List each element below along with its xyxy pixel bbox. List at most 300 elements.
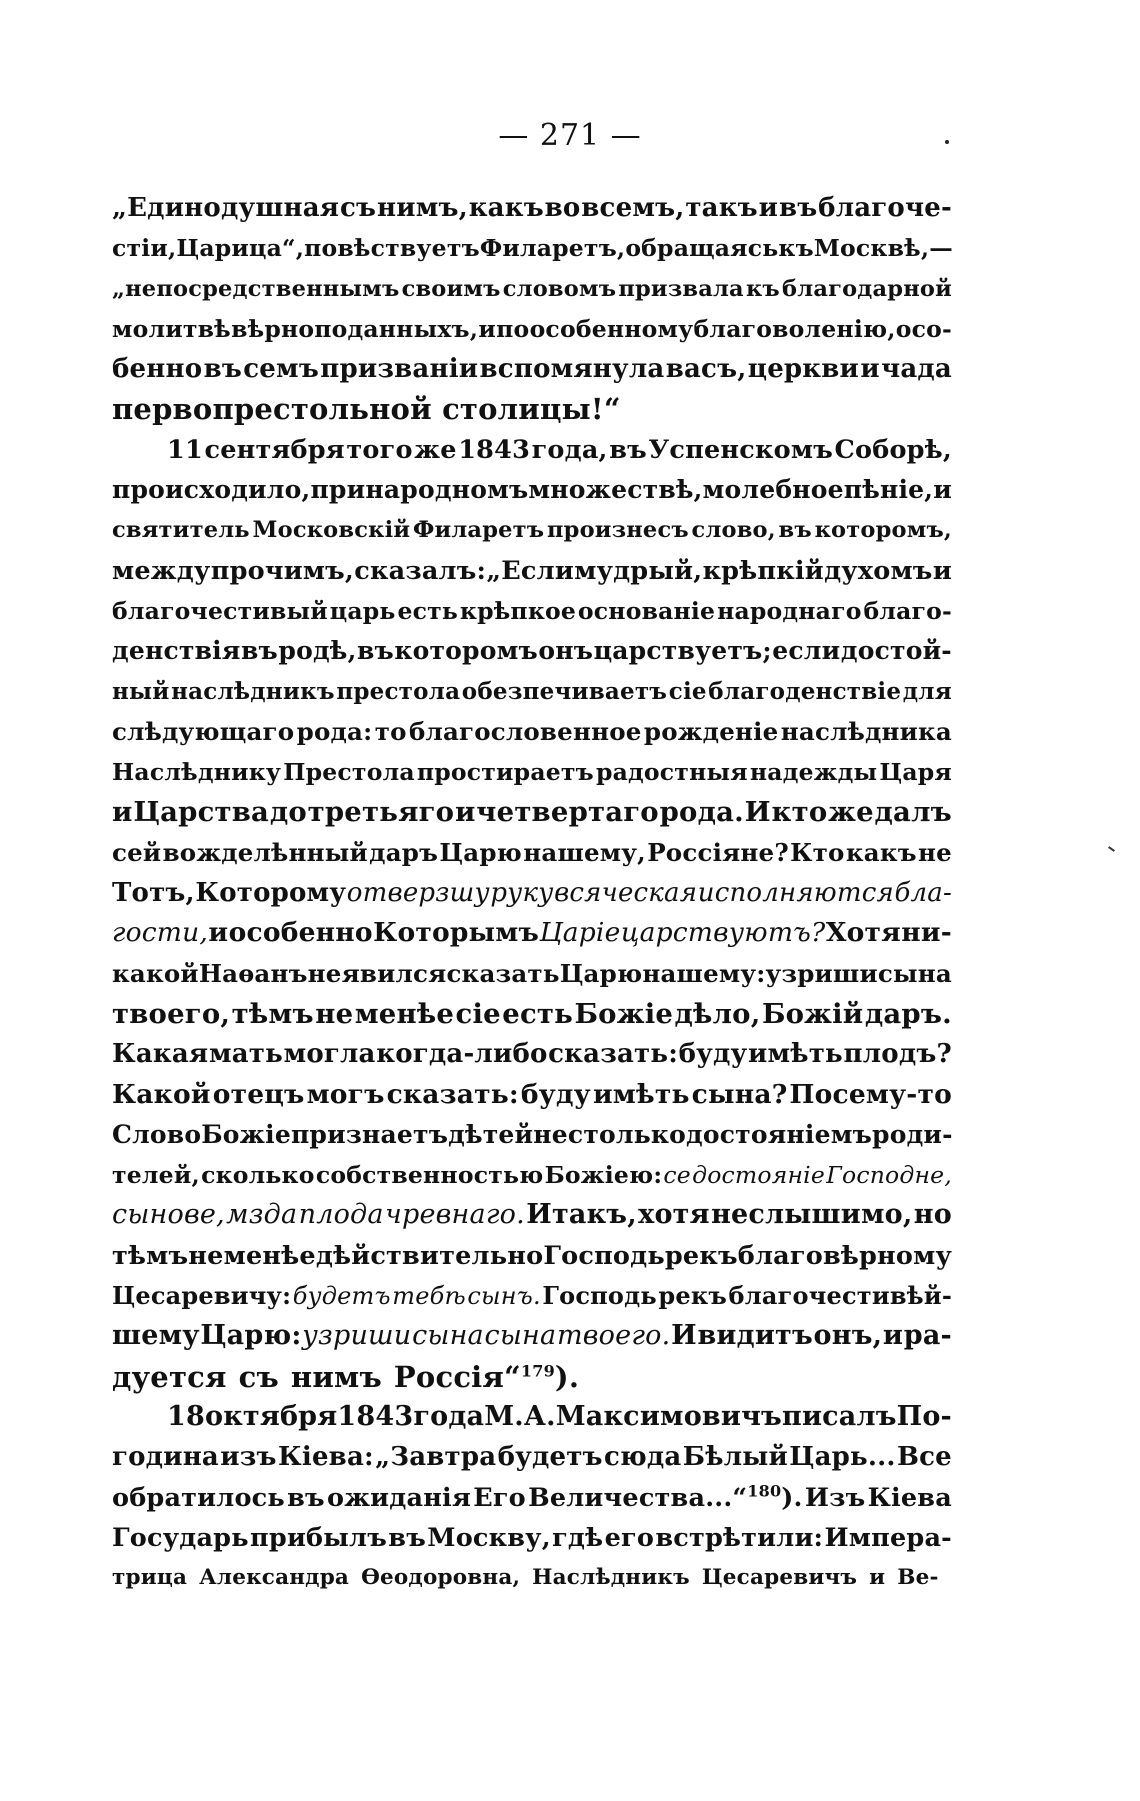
- text-line: [112, 792, 952, 832]
- word: словомъ: [502, 275, 617, 302]
- word: дуется: [112, 1359, 227, 1394]
- word: въ: [240, 636, 278, 666]
- italic-word: се: [663, 1161, 691, 1190]
- word: и: [208, 917, 229, 949]
- word: мудрый,: [574, 555, 703, 586]
- word: сказать:: [548, 1039, 679, 1070]
- word: множествѣ,: [528, 475, 703, 505]
- word: же: [414, 434, 457, 465]
- word: и: [112, 796, 133, 829]
- word: происходило,: [112, 475, 311, 505]
- word: года: [413, 1400, 485, 1432]
- word: Царю: [559, 958, 643, 988]
- word: мать: [208, 1039, 283, 1070]
- word: того: [346, 434, 413, 465]
- word: основаніе: [577, 596, 716, 625]
- word: сколько: [201, 1161, 315, 1190]
- word: дѣтей: [448, 1119, 534, 1149]
- word: Цесаревичъ: [701, 1565, 858, 1591]
- word: нимъ: [290, 1359, 382, 1394]
- word: съ: [339, 193, 377, 223]
- word: достояніемъ: [686, 1119, 873, 1149]
- word: прочимъ,: [210, 555, 355, 586]
- word: слово,: [691, 517, 776, 544]
- word: въ: [356, 636, 394, 666]
- italic-word: гости,: [112, 917, 209, 949]
- italic-word: твоего.: [556, 1320, 671, 1352]
- word: обезпечиваетъ: [461, 677, 668, 705]
- word: Царства: [133, 796, 270, 829]
- word: кто: [771, 796, 828, 829]
- italic-word: исполняются: [697, 878, 894, 909]
- word: Тотъ,: [112, 878, 195, 909]
- word: рожденіе: [643, 716, 779, 746]
- word: менѣе: [223, 1240, 316, 1271]
- word: Царю:: [200, 1320, 302, 1352]
- word: Царица“,: [176, 234, 305, 263]
- page-number: — 271 —: [498, 118, 642, 153]
- word: святитель: [112, 517, 250, 544]
- word: наслѣдникъ: [171, 677, 335, 705]
- word: даръ: [369, 837, 439, 867]
- text-line: [112, 389, 952, 429]
- word: сентября: [204, 434, 345, 465]
- word: онъ,: [813, 1320, 883, 1352]
- word: По-: [896, 1400, 952, 1432]
- word: вожделѣнный: [162, 837, 368, 867]
- word: и: [932, 555, 952, 586]
- text-line: [112, 1236, 952, 1276]
- word: Которымъ: [373, 917, 540, 949]
- word: то: [374, 716, 407, 746]
- word: обратилось: [112, 1482, 285, 1513]
- text-line: [112, 591, 952, 631]
- word: царь: [329, 596, 396, 625]
- word: Божій: [761, 997, 864, 1030]
- word: Величества...“$^{180}$).: [528, 1481, 803, 1513]
- word: благочестивый: [112, 596, 328, 625]
- word: имѣть: [748, 1039, 843, 1070]
- word: Слово: [112, 1119, 202, 1149]
- word: менѣе: [354, 997, 455, 1030]
- scan-mark: [1108, 846, 1115, 852]
- paragraph: [112, 430, 952, 1397]
- italic-word: отверзшу: [346, 878, 490, 909]
- word: Престола: [283, 758, 415, 787]
- text-line: [112, 631, 952, 671]
- word: трица: [112, 1565, 188, 1591]
- word: которомъ,: [814, 517, 952, 544]
- word: первопрестольной столицы!“: [112, 392, 621, 427]
- text-line: [112, 1155, 952, 1195]
- footnote-ref: 179: [520, 1360, 555, 1380]
- word: писалъ: [781, 1400, 897, 1432]
- word: Московскій: [252, 517, 411, 544]
- word: Филаретъ: [412, 517, 545, 544]
- word: не: [307, 958, 342, 988]
- word: неслышимо,: [711, 1199, 913, 1231]
- text-line: [112, 873, 952, 913]
- word: рекъ: [664, 1240, 738, 1271]
- word: радостныя: [596, 758, 748, 787]
- scan-speck: [945, 140, 949, 144]
- word: 11: [167, 434, 203, 465]
- word: столько: [567, 1119, 687, 1149]
- text-line: [112, 1075, 952, 1115]
- word: благоденствіе: [708, 677, 902, 705]
- word: царствуетъ;: [593, 636, 772, 666]
- word: Наслѣднику: [112, 758, 282, 787]
- italic-word: достояніе: [692, 1161, 826, 1190]
- word: 18: [167, 1400, 205, 1432]
- word: въ: [778, 517, 812, 544]
- word: же: [828, 796, 874, 829]
- word: Все: [896, 1442, 952, 1473]
- word: благословенное: [408, 716, 642, 746]
- text-line: [112, 1276, 952, 1316]
- word: Филаретъ,: [479, 234, 626, 263]
- text-line: [112, 833, 952, 873]
- word: Цесаревичу:: [112, 1281, 292, 1311]
- word: благодарной: [782, 275, 952, 302]
- word: духомъ: [824, 555, 933, 586]
- word: Кіева:: [278, 1442, 374, 1473]
- word: которомъ: [394, 636, 538, 666]
- word: ни-: [901, 917, 952, 949]
- word: Посему-то: [789, 1078, 952, 1110]
- word: Успенскомъ: [648, 434, 833, 465]
- word: когда-либо: [376, 1039, 548, 1070]
- word: къ: [778, 234, 814, 263]
- word: нашему,: [523, 837, 646, 867]
- text-line: [112, 228, 952, 268]
- word: родѣ,: [278, 636, 357, 666]
- word: 1843: [337, 1400, 414, 1432]
- italic-word: бла-: [894, 878, 952, 909]
- italic-word: Царіе: [539, 917, 621, 949]
- italic-word: сына: [484, 1320, 557, 1352]
- text-line: [112, 1397, 952, 1437]
- text-line: [112, 913, 952, 953]
- word: молебное: [702, 475, 844, 505]
- text-line: [112, 1195, 952, 1235]
- word: нимъ,: [376, 193, 468, 223]
- text-line: [112, 1115, 952, 1155]
- word: Божіею:: [544, 1161, 663, 1190]
- word: въ: [609, 434, 647, 465]
- word: А.: [523, 1400, 556, 1432]
- word: въ: [388, 1522, 426, 1553]
- word: Кто: [790, 837, 845, 867]
- paragraph: [112, 1397, 952, 1598]
- word: могъ: [306, 1078, 385, 1110]
- word: явился: [341, 958, 447, 988]
- word: обращаясь: [625, 234, 779, 263]
- word: Царь...: [789, 1442, 896, 1473]
- word: узриши: [765, 958, 878, 988]
- word: прибылъ: [250, 1522, 387, 1553]
- word: шему: [112, 1320, 200, 1352]
- word: ра-: [903, 1320, 952, 1352]
- word: рекъ: [658, 1281, 727, 1311]
- word: пѣніе,: [843, 475, 934, 505]
- word: и: [860, 354, 880, 385]
- word: въ: [778, 193, 818, 223]
- word: „Если: [486, 555, 574, 586]
- text-line: [112, 269, 952, 309]
- word: дѣйствительно: [315, 1240, 544, 1271]
- word: буду: [520, 1078, 591, 1110]
- word: къ: [745, 275, 780, 302]
- italic-word: будетъ: [292, 1282, 391, 1311]
- word: Максимовичъ: [555, 1400, 782, 1432]
- word: Импера-: [824, 1522, 952, 1553]
- word: достой-: [840, 636, 952, 666]
- word: И: [671, 1320, 697, 1352]
- word: простираетъ: [416, 758, 594, 787]
- word: стіи,: [112, 234, 177, 263]
- word: третьяго: [307, 796, 455, 829]
- word: народнаго: [717, 596, 862, 625]
- word: въ: [287, 1482, 325, 1513]
- word: слѣдующаго: [112, 716, 295, 746]
- word: нашему:: [642, 958, 766, 988]
- word: Божіе: [201, 1119, 291, 1149]
- body-text: [112, 188, 952, 1598]
- word: сказать: [446, 958, 560, 988]
- word: сказалъ:: [354, 555, 487, 586]
- word: имѣть: [592, 1078, 690, 1110]
- word: сей: [112, 837, 162, 867]
- text-line: [112, 954, 952, 994]
- word: могла: [283, 1039, 376, 1070]
- word: повѣствуетъ: [304, 234, 480, 263]
- word: отецъ: [212, 1078, 305, 1110]
- word: Божіе: [574, 997, 674, 1030]
- word: васъ,: [665, 354, 747, 385]
- text-line: [112, 1437, 952, 1477]
- word: и: [454, 796, 476, 829]
- word: гдѣ: [552, 1522, 604, 1553]
- word: Господь: [543, 1240, 665, 1271]
- word: М.: [484, 1400, 524, 1432]
- word: благочестивѣй-: [728, 1281, 952, 1311]
- text-line: [112, 672, 952, 712]
- word: есть: [502, 997, 574, 1030]
- text-line: [112, 1478, 952, 1518]
- word: Бѣлый: [682, 1442, 788, 1473]
- italic-word: тебѣ: [392, 1282, 466, 1311]
- word: бенно: [112, 354, 203, 385]
- word: Соборѣ,: [834, 434, 952, 465]
- word: рода.: [659, 796, 744, 829]
- italic-word: узриши: [302, 1320, 412, 1352]
- word: Россія“$^{179}$).: [393, 1359, 580, 1394]
- word: денствія: [112, 636, 241, 666]
- word: и: [882, 1320, 904, 1352]
- word: „Единодушная: [112, 193, 340, 223]
- word: всемъ,: [581, 193, 685, 223]
- italic-word: сынъ.: [467, 1282, 541, 1311]
- word: если: [772, 636, 841, 666]
- text-line: [112, 430, 952, 470]
- word: произнесъ: [547, 517, 689, 544]
- word: Какая: [112, 1039, 209, 1070]
- word: ный: [112, 677, 170, 705]
- footnote-ref: 180: [747, 1481, 782, 1500]
- word: Наслѣдникъ: [532, 1565, 690, 1591]
- word: призвала: [618, 275, 744, 302]
- word: вѣрноподанныхъ,: [231, 314, 479, 343]
- text-line: [112, 712, 952, 752]
- word: не: [315, 997, 354, 1030]
- text-line: [112, 1558, 952, 1598]
- word: Ве-: [897, 1565, 939, 1591]
- word: и: [758, 193, 779, 223]
- word: сына: [877, 958, 952, 988]
- text-line: [112, 309, 952, 349]
- text-line: [112, 188, 952, 228]
- word: година: [112, 1442, 219, 1473]
- word: „Завтра: [375, 1442, 497, 1473]
- word: Наѳанъ: [198, 958, 308, 988]
- word: Москвѣ,—: [813, 234, 953, 263]
- word: онъ: [538, 636, 594, 666]
- word: Хотя: [825, 917, 901, 949]
- word: Ѳеодоровна,: [361, 1565, 521, 1591]
- word: видитъ: [697, 1320, 813, 1352]
- word: такъ: [685, 193, 758, 223]
- word: сына?: [691, 1078, 788, 1110]
- text-line: [112, 510, 952, 550]
- word: вспомянула: [479, 354, 665, 385]
- word: даръ.: [864, 997, 952, 1030]
- word: чада: [881, 354, 952, 385]
- word: Которому: [195, 878, 347, 909]
- word: крѣпкое: [459, 596, 577, 625]
- word: семъ: [243, 354, 319, 385]
- word: благо-: [863, 596, 952, 625]
- word: сказать:: [386, 1078, 519, 1110]
- word: но: [913, 1199, 952, 1231]
- word: тѣмъ: [231, 997, 314, 1030]
- word: какъ: [468, 193, 544, 223]
- word: и: [869, 1565, 886, 1591]
- word: до: [269, 796, 307, 829]
- italic-word: Господне,: [826, 1161, 952, 1190]
- word: Государь: [112, 1522, 249, 1553]
- paragraph: [112, 188, 952, 430]
- word: Россіяне?: [647, 837, 789, 867]
- word: признаетъ: [290, 1119, 449, 1149]
- word: Москву,: [427, 1522, 551, 1553]
- italic-word: плода: [298, 1199, 384, 1231]
- word: между: [112, 555, 211, 586]
- word: крѣпкій: [702, 555, 824, 586]
- word: будетъ: [497, 1442, 603, 1473]
- word: Кіева: [867, 1482, 952, 1513]
- word: Господь: [542, 1281, 657, 1311]
- word: сіе: [668, 677, 707, 705]
- word: при: [310, 475, 366, 505]
- word: ожиданія: [327, 1482, 471, 1513]
- word: сюда: [604, 1442, 682, 1473]
- word: плодъ?: [843, 1039, 952, 1070]
- text-line: [112, 994, 952, 1034]
- word: „непосредственнымъ: [112, 275, 400, 302]
- word: во: [544, 193, 581, 223]
- word: какъ: [845, 837, 917, 867]
- italic-word: царствуютъ?: [620, 917, 826, 949]
- word: Какой: [112, 1078, 211, 1110]
- word: благоволенію,: [693, 314, 896, 343]
- word: народномъ: [365, 475, 529, 505]
- word: своимъ: [401, 275, 501, 302]
- word: благоче-: [818, 193, 952, 223]
- word: осо-: [895, 314, 952, 343]
- word: телей,: [112, 1161, 200, 1190]
- italic-word: мзда: [226, 1199, 298, 1231]
- word: роди-: [872, 1119, 953, 1149]
- word: особенному: [529, 314, 694, 343]
- word: рода:: [296, 716, 373, 746]
- italic-word: всяческая: [554, 878, 698, 909]
- word: Александра: [199, 1565, 350, 1591]
- word: тѣмъ: [112, 1240, 189, 1271]
- italic-word: сынове,: [112, 1199, 225, 1231]
- word: буду: [678, 1039, 748, 1070]
- word: дѣло,: [674, 997, 761, 1030]
- text-line: [112, 752, 952, 792]
- word: собственностью: [315, 1161, 544, 1190]
- word: встрѣтили:: [655, 1522, 824, 1553]
- word: его: [604, 1522, 655, 1553]
- word: для: [902, 677, 952, 705]
- word: по: [496, 314, 530, 343]
- word: въ: [203, 354, 242, 385]
- word: далъ: [874, 796, 952, 829]
- text-line: [112, 349, 952, 389]
- text-line: [112, 1357, 952, 1397]
- word: церкви: [747, 354, 860, 385]
- word: наслѣдника: [780, 716, 952, 746]
- word: не: [918, 837, 952, 867]
- word: и: [933, 475, 952, 505]
- italic-word: чревнаго.: [384, 1199, 525, 1231]
- word: не: [188, 1240, 224, 1271]
- word: четвертаго: [476, 796, 659, 829]
- word: Итакъ,: [526, 1199, 637, 1231]
- word: молитвѣ: [112, 314, 231, 343]
- text-line: [112, 551, 952, 591]
- text-line: [112, 1518, 952, 1558]
- word: есть: [397, 596, 459, 625]
- word: не: [533, 1119, 568, 1149]
- word: надежды: [749, 758, 878, 787]
- word: твоего,: [112, 997, 231, 1030]
- italic-word: руку: [490, 878, 554, 909]
- word: Царю: [439, 837, 522, 867]
- word: благовѣрному: [737, 1240, 952, 1271]
- word: Его: [473, 1482, 526, 1513]
- word: И: [744, 796, 771, 829]
- text-line: [112, 1316, 952, 1356]
- word: изъ: [220, 1442, 277, 1473]
- word: хотя: [638, 1199, 710, 1231]
- word: какой: [112, 958, 199, 988]
- word: Царя: [879, 758, 952, 787]
- word: года,: [531, 434, 608, 465]
